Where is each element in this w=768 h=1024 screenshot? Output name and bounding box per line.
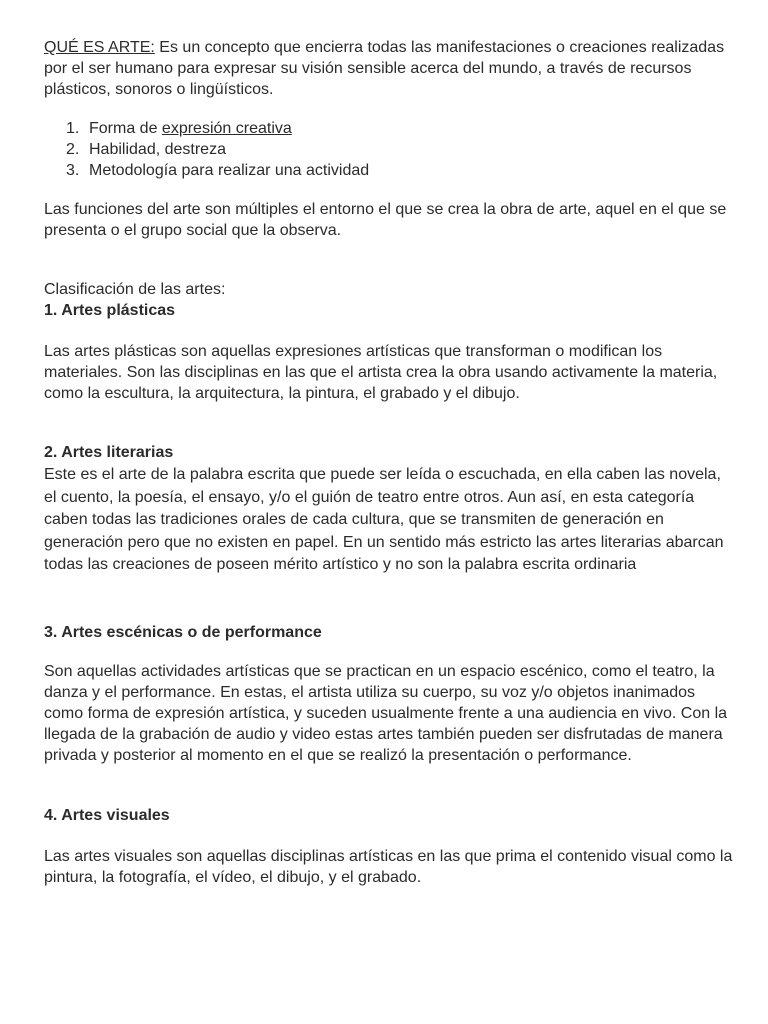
list-item xyxy=(44,160,734,181)
list-item xyxy=(44,118,734,139)
classification-label: Clasificación de las artes: xyxy=(44,281,226,298)
list-item-text: Habilidad, destreza xyxy=(89,141,226,158)
intro-paragraph xyxy=(44,37,734,100)
list-item-number: 3. xyxy=(66,162,80,179)
list-item xyxy=(44,139,734,160)
list-item-text: Forma de xyxy=(89,120,162,137)
section-body-artes-plasticas: Las artes plásticas son aquellas expresiones artísticas que transforman o modifican los materiales. Son las disciplinas en las que el artista crea la obra usando activamente la materia, como la escultura, la arquitectura, la pintura, el grabado y el dibujo. xyxy=(44,343,718,402)
definitions-list xyxy=(44,118,734,181)
section-title-artes-plasticas: 1. Artes plásticas xyxy=(44,302,176,319)
list-item-number: 1. xyxy=(66,120,80,137)
section-body-artes-literarias: Este es el arte de la palabra escrita que puede ser leída o escuchada, en ella caben las novela, el cuento, la poesía, el ensayo, y/o el guión de teatro entre otros. Aun así, en esta categoría caben todas las tradiciones orales de cada cultura, que se transmiten de generación en generación pero que no existen en papel. En un sentido más estricto las artes literarias abarcan todas las creaciones de poseen mérito artístico y no son la palabra escrita ordinaria xyxy=(44,466,724,573)
list-item-number: 2. xyxy=(66,141,80,158)
expresion-creativa-link[interactable]: expresión creativa xyxy=(161,120,292,137)
section-title-artes-escenicas: 3. Artes escénicas o de performance xyxy=(44,624,322,641)
section-body-artes-visuales: Las artes visuales son aquellas disciplinas artísticas en las que prima el contenido visual como la pintura, la fotografía, el vídeo, el dibujo, y el grabado. xyxy=(44,848,733,886)
section-body-artes-escenicas: Son aquellas actividades artísticas que se practican en un espacio escénico, como el teatro, la danza y el performance. En estas, el artista utiliza su cuerpo, su voz y/o objetos inanimados como forma de expresión artística, y suceden usualmente frente a una audiencia en vivo. Con la llegada de la grabación de audio y video estas artes también pueden ser disfrutadas de manera privada y posterior al momento en el que se realizó la presentación o performance. xyxy=(44,663,728,764)
section-title-artes-visuales: 4. Artes visuales xyxy=(44,807,170,824)
section-title-artes-literarias: 2. Artes literarias xyxy=(44,444,174,461)
list-item-text: Metodología para realizar una actividad xyxy=(89,162,370,179)
functions-paragraph: Las funciones del arte son múltiples el entorno el que se crea la obra de arte, aquel en el que se presenta o el grupo social que la observa. xyxy=(44,201,727,239)
intro-text: Es un concepto que encierra todas las manifestaciones o creaciones realizadas por el ser humano para expresar su visión sensible acerca del mundo, a través de recursos plásticos, sonoros o lingüísticos. xyxy=(44,39,725,98)
intro-heading: QUÉ ES ARTE: xyxy=(44,39,155,56)
